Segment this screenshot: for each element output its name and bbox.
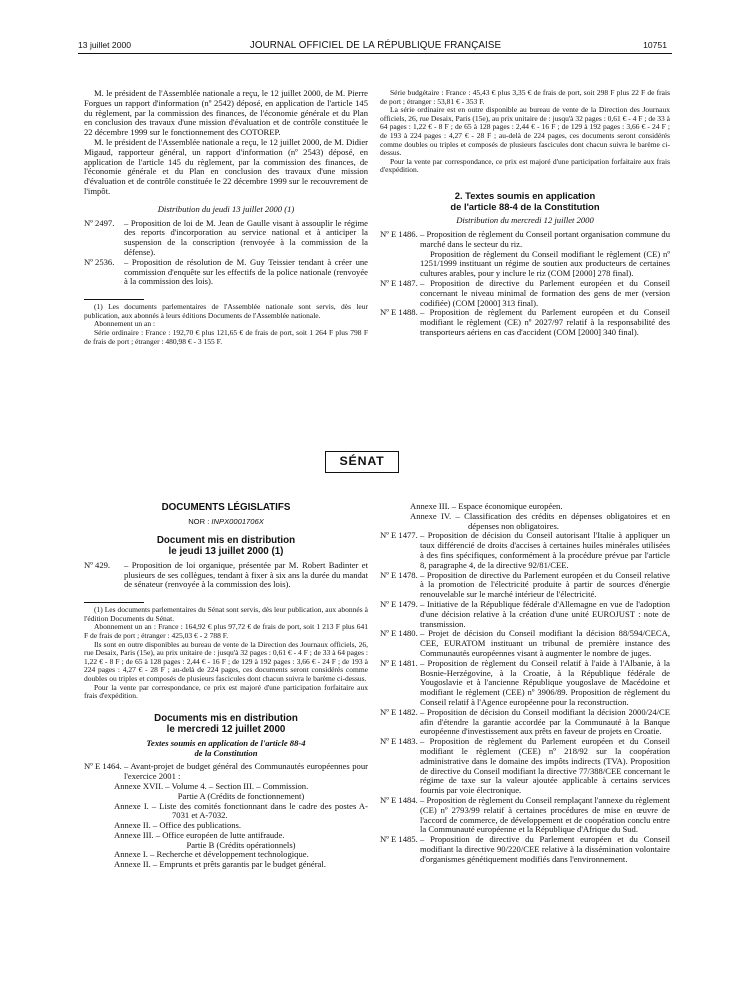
item-number: Nº E 1487. — [380, 277, 418, 288]
list-item — [84, 258, 368, 287]
item-text: – Proposition de directive du Parlement européen et du Conseil concernant le niveau minimal de formation des gens de mer (version codifiée) (COM [2000] 313 final). — [420, 277, 670, 308]
annex-item: Annexe II. – Office des publications. — [114, 820, 242, 831]
footnote-rule — [84, 299, 144, 300]
item-text: – Proposition de résolution de M. Guy Teissier tendant à créer une commission d'enquête sur les effectifs de la police nationale (renvoyée à la commission des lois). — [124, 256, 368, 287]
annex-part-heading: Partie A (Crédits de fonctionnement) — [177, 790, 305, 801]
list-item — [380, 279, 670, 308]
item-list — [84, 219, 368, 288]
distribution-title-mercredi: Distribution du mercredi 12 juillet 2000 — [456, 215, 594, 226]
header-rule — [78, 53, 672, 54]
item-number: Nº E 1481. — [380, 657, 418, 668]
footnote-rule — [84, 602, 144, 603]
footnote-senat: (1) Les documents parlementaires du Sénat sont servis, dès leur publication, aux abonnés à l'édition Documents du Sénat. — [84, 605, 368, 623]
distribution-title-line2: le jeudi 13 juillet 2000 (1) — [168, 545, 284, 557]
list-item — [380, 796, 670, 835]
distribution-title-jeudi: Distribution du jeudi 13 juillet 2000 (1) — [157, 203, 295, 214]
list-item — [380, 737, 670, 796]
item-text: – Proposition de directive du Parlement européen et du Conseil modifiant la directive 90/220/CEE relative à la dissémination volontaire d'organismes génétiquement modifiés dans l'environnement. — [420, 834, 670, 864]
annex-item: Annexe III. – Espace économique européen. — [410, 501, 563, 511]
list-item — [380, 531, 670, 570]
annex-part-heading: Partie B (Crédits opérationnels) — [186, 839, 296, 850]
header-date: 13 juillet 2000 — [78, 40, 132, 50]
item-text: – Proposition de règlement du Parlement européen et du Conseil modifiant le règlement (CE) nº 2027/97 relatif à la responsabilité des transporteurs aériens en cas d'accident (COM [2000] 340 final). — [420, 307, 670, 337]
list-item — [84, 762, 368, 782]
item-text: – Initiative de la République fédérale d'Allemagne en vue de l'adoption d'une décision relative à la création d'une unité EUROJUST : note de transmission. — [420, 598, 670, 629]
documents-legislatifs-title: DOCUMENTS LÉGISLATIFS — [161, 502, 291, 513]
footnote-bureau-vente: La série ordinaire est en outre disponible au bureau de vente de la Direction des Journaux officiels, 26, rue Desaix, Paris (15e), au prix unitaire de : jusqu'à 32 pages : 0,61 € - 4 F ; de 33 à 64 pages : 1,22 € - 8 F ; de 65 à 128 pages : 2,44 € - 16 F ; de 129 à 192 pages : 3,66 € - 24 F ; de 193 à 224 pages : 4,27 € - 28 F ; au-delà de 224 pages, ces documents seront considérés comme doubles ou triples et composés de plusieurs fascicules dont chacun suivra le barème ci-dessus. — [380, 105, 670, 158]
distribution-title-line2: le mercredi 12 juillet 2000 — [166, 723, 286, 735]
annex-item: Annexe I. – Recherche et développement technologique. — [114, 849, 309, 860]
distribution-title-line1: Document mis en distribution — [156, 534, 296, 546]
list-item — [84, 561, 368, 590]
item-number: Nº E 1480. — [380, 628, 418, 639]
item-text: Proposition de règlement du Conseil modifiant le règlement (CE) nº 1251/1999 instituant un régime de soutien aux producteurs de certaines cultures arables, pour y inclure le riz (COM [2000] 278 final). — [420, 248, 670, 279]
item-number: Nº E 1484. — [380, 794, 418, 805]
footnote-bureau-vente: Ils sont en outre disponibles au bureau de vente de la Direction des Journaux officiels, 26, rue Desaix, Paris (15e), au prix unitaire de : jusqu'à 32 pages : 0,61 € - 4 F ; de 33 à 64 pages : 1,22 € - 8 F ; de 65 à 128 pages : 2,44 € - 16 F ; de 129 à 192 pages : 3,66 € - 24 F ; de 193 à 224 pages : 4,27 € - 28 F ; au-delà de 224 pages, ces documents seront considérés comme doubles ou triples et composés de plusieurs fascicules dont chacun suivra le barème ci-dessus. — [84, 639, 368, 683]
item-text: – Proposition de directive du Parlement européen et du Conseil relative à la promotion de l'électricité produite à partir de sources d'énergie renouvelable sur le marché intérieur de l'électricité. — [420, 569, 670, 600]
textes-soumis-line1: Textes soumis en application de l'article 88-4 — [146, 737, 306, 748]
list-item — [380, 629, 670, 658]
item-number: Nº E 1479. — [380, 598, 418, 609]
item-list — [380, 230, 670, 338]
footnote-abonnement: Abonnement un an : — [94, 319, 156, 329]
item-text: – Proposition de règlement du Conseil portant organisation commune du marché dans le secteur du riz. — [420, 228, 670, 249]
list-item — [380, 250, 670, 279]
list-item — [380, 659, 670, 708]
annex-list — [84, 782, 368, 870]
section-title-line1: 2. Textes soumis en application — [454, 189, 596, 201]
list-item — [84, 219, 368, 258]
annex-item: Annexe III. – Office européen de lutte antifraude. — [114, 829, 285, 840]
list-item — [380, 708, 670, 737]
footnote-serie-ordinaire: Série ordinaire : France : 192,70 € plus 121,65 € de frais de port, soit 1 264 F plus 798 F de frais de port ; étranger : 480,98 € - 3 155 F. — [84, 327, 368, 346]
annex-item: Annexe IV. – Classification des crédits en dépenses obligatoires et en dépenses non obligatoires. — [410, 510, 670, 531]
nor-label: NOR : — [188, 517, 212, 526]
column-top-left — [84, 89, 368, 346]
nor-value: INPX0001706X — [211, 517, 264, 526]
footnote-vente-correspondance: Pour la vente par correspondance, ce prix est majoré d'une participation forfaitaire aux frais d'expédition. — [84, 682, 368, 701]
distribution-title-line1: Documents mis en distribution — [154, 712, 298, 724]
section-title-line2: de l'article 88-4 de la Constitution — [450, 200, 600, 212]
item-text: – Projet de décision du Conseil modifiant la décision 88/594/CECA, CEE, EURATOM instituant un tribunal de première instance des Communautés européennes visant à augmenter le nombre de juges. — [420, 628, 670, 658]
annex-item: Annexe I. – Liste des comités fonctionnant dans le cadre des postes A-7031 et A-7032. — [114, 800, 368, 821]
item-text: – Proposition de décision du Conseil modifiant la décision 2000/24/CE afin d'étendre la garantie accordée par la Communauté à la Banque européenne d'investissement aux prêts en faveur de projets en Croatie. — [420, 706, 670, 737]
item-number: Nº 429. — [84, 559, 111, 570]
list-item — [380, 600, 670, 629]
list-item — [380, 230, 670, 250]
item-number: Nº E 1485. — [380, 834, 418, 845]
footnote-an: (1) Les documents parlementaires de l'Assemblée nationale sont servis, dès leur publication, aux abonnés à leurs éditions Documents de l'Assemblée nationale. — [84, 302, 368, 320]
list-item — [380, 308, 670, 337]
item-text: – Proposition de loi de M. Jean de Gaulle visant à assouplir le régime des reports d'incorporation au service national et à anticiper la suspension de la conscription (renvoyée à la commission de la défense). — [124, 217, 368, 257]
item-number: Nº 2497. — [84, 217, 115, 228]
footnote-abonnement: Abonnement un an : France : 164,92 € plus 97,72 € de frais de port, soit 1 213 F plus 641 F de frais de port ; étranger : 425,03 € - 2 788 F. — [84, 622, 368, 640]
annex-item: Annexe II. – Emprunts et prêts garantis par le budget général. — [114, 859, 326, 870]
column-bottom-left — [84, 502, 368, 870]
item-number: Nº E 1486. — [380, 228, 418, 239]
item-number: Nº E 1483. — [380, 736, 418, 747]
footnote-vente-correspondance: Pour la vente par correspondance, ce prix est majoré d'une participation forfaitaire aux frais d'expédition. — [380, 156, 670, 175]
paragraph-migaud: M. le président de l'Assemblée nationale a reçu, le 12 juillet 2000, de M. Didier Migaud, rapporteur général, un rapport d'information (nº 2543) déposé, en application de l'article 145 du règlement, par la commission des finances, de l'économie générale et du Plan en conclusion des travaux d'une mission d'évaluation et de contrôle constituée le 22 décembre 1999 sur le recouvrement de l'impôt. — [84, 136, 368, 196]
senat-heading: SÉNAT — [325, 451, 399, 473]
item-number: Nº 2536. — [84, 256, 115, 267]
item-number: Nº E 1477. — [380, 530, 418, 541]
annex-item: Annexe XVII. – Volume 4. – Section III. – Commission. — [114, 780, 309, 791]
item-list — [380, 531, 670, 864]
footnote-serie-budgetaire: Série budgétaire : France : 45,43 € plus 3,35 € de frais de port, soit 298 F plus 22 F de frais de port ; étranger : 53,81 € - 353 F. — [380, 88, 670, 106]
header-title: JOURNAL OFFICIEL DE LA RÉPUBLIQUE FRANÇAISE — [249, 40, 502, 51]
item-text: – Proposition de règlement du Conseil remplaçant l'annexe du règlement (CE) nº 2793/99 relatif à certaines procédures de mise en œuvre de l'accord de commerce, de développement et de coopération conclu entre la Communauté européenne et la République d'Afrique du Sud. — [420, 794, 670, 835]
item-text: – Avant-projet de budget général des Communautés européennes pour l'exercice 2001 : — [124, 761, 368, 782]
annex-list — [380, 502, 670, 531]
item-text: – Proposition de décision du Conseil autorisant l'Italie à appliquer un taux différencié de droits d'accises à certaines huiles minérales utilisées à des fins spécifiques, conformément à la procédure prévue par l'article 8, paragraphe 4, de la directive 92/81/CEE. — [420, 530, 670, 570]
item-number: Nº E 1464. — [84, 761, 122, 772]
item-number: Nº E 1478. — [380, 569, 418, 580]
list-item — [380, 835, 670, 864]
nor-reference — [84, 517, 368, 527]
column-top-right — [380, 89, 670, 338]
item-text: – Proposition de règlement du Parlement européen et du Conseil modifiant le règlement (CEE) nº 218/92 sur la coopération administrative dans le domaine des impôts indirects (TVA). Proposition de directive du Conseil modifiant la directive 77/388/CEE concernant le régime de taxe sur la valeur ajoutée applicable à certains services fournis par voie électronique. — [420, 736, 670, 796]
header-page-number: 10751 — [643, 40, 667, 50]
item-number: Nº E 1482. — [380, 706, 418, 717]
list-item — [380, 571, 670, 600]
column-bottom-right — [380, 502, 670, 864]
textes-soumis-line2: de la Constitution — [194, 747, 258, 758]
item-number: Nº E 1488. — [380, 307, 418, 318]
paragraph-forgues: M. le président de l'Assemblée nationale a reçu, le 12 juillet 2000, de M. Pierre Forgues un rapport d'information (nº 2542) déposé, en application de l'article 145 du règlement, par la commission des finances, de l'économie générale et du Plan en conclusion des travaux d'une mission d'évaluation et de contrôle constituée le 22 décembre 1999 sur le fonctionnement des COTOREP. — [84, 88, 368, 138]
item-text: – Proposition de règlement du Conseil relatif à l'aide à l'Albanie, à la Bosnie-Herzégovine, à la Croatie, à la République fédérale de Yougoslavie et à l'ancienne République yougoslave de Macédoine et modifiant le règlement (CEE) nº 3906/89. Proposition de règlement du Conseil relatif à l'Agence européenne pour la reconstruction. — [420, 657, 670, 707]
item-text: – Proposition de loi organique, présentée par M. Robert Badinter et plusieurs de ses collègues, tendant à fixer à six ans la durée du mandat de sénateur (renvoyée à la commission des lois). — [124, 559, 368, 590]
